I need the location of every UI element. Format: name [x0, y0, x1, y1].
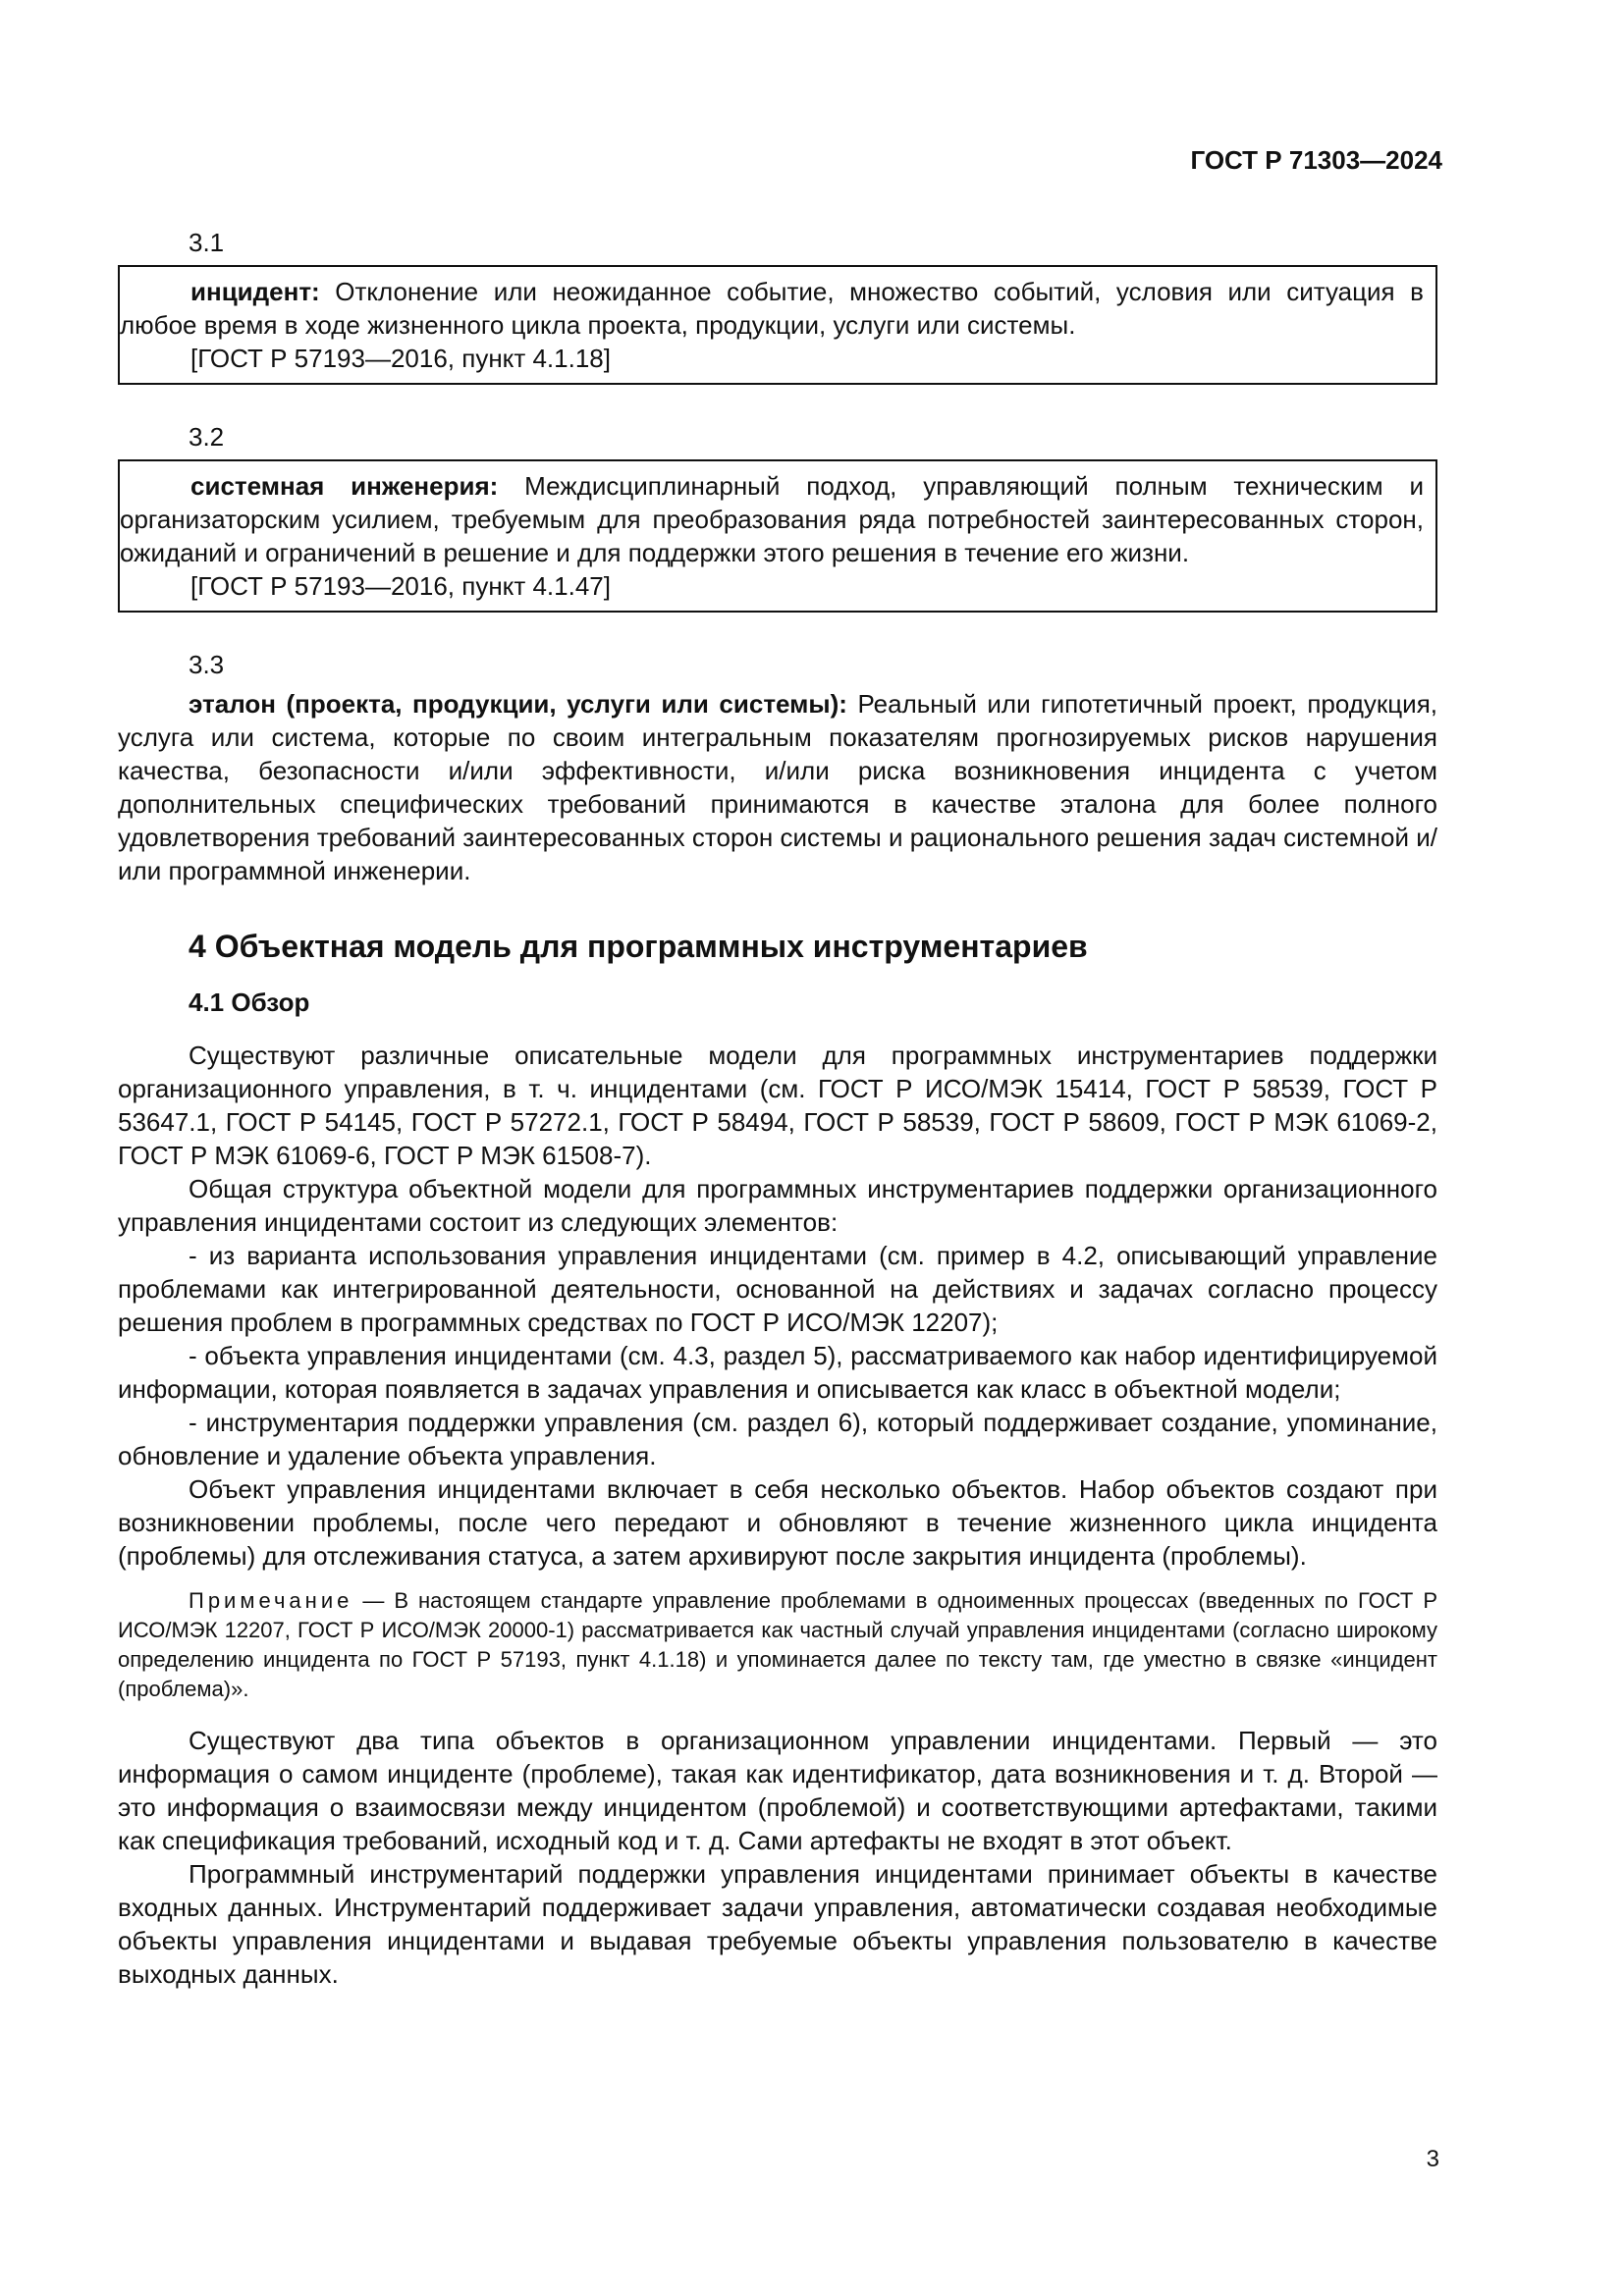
- page-content: [118, 226, 1437, 1991]
- term-definition-box: [118, 265, 1437, 385]
- list-item: - инструментария поддержки управления (см. раздел 6), который поддерживает создание, упоминание, обновление и удаление объекта управления.: [118, 1408, 1437, 1470]
- body-paragraph: Существуют два типа объектов в организационном управлении инцидентами. Первый — это информация о самом инциденте (проблеме), такая как идентификатор, дата возникновения и т. д. Второй — это информация о взаимосвязи между инцидентом (проблемой) и соответствующими артефактами, такими как спецификация требований, исходный код и т. д. Сами артефакты не входят в этот объект.: [118, 1726, 1437, 1855]
- body-paragraph: Существуют различные описательные модели для программных инструментариев поддержки организационного управления, в т. ч. инцидентами (см. ГОСТ Р ИСО/МЭК 15414, ГОСТ Р 58539, ГОСТ Р 53647.1, ГОСТ Р 54145, ГОСТ Р 57272.1, ГОСТ Р 58494, ГОСТ Р 58539, ГОСТ Р 58609, ГОСТ Р МЭК 61069-2, ГОСТ Р МЭК 61069-6, ГОСТ Р МЭК 61508-7).: [118, 1041, 1437, 1170]
- note: [118, 1586, 1437, 1704]
- body-paragraph: Общая структура объектной модели для программных инструментариев поддержки организационного управления инцидентами состоит из следующих элементов:: [118, 1174, 1437, 1237]
- body-paragraph: Программный инструментарий поддержки управления инцидентами принимает объекты в качестве входных данных. Инструментарий поддерживает задачи управления, автоматически создавая необходимые объекты управления инцидентами и выдавая требуемые объекты управления пользователю в качестве выходных данных.: [118, 1859, 1437, 1989]
- section-title: 4 Объектная модель для программных инструментариев: [189, 929, 1088, 964]
- term-definition: [118, 687, 1437, 887]
- note-text: — В настоящем стандарте управление проблемами в одноименных процессах (введенных по ГОСТ Р ИСО/МЭК 12207, ГОСТ Р ИСО/МЭК 20000-1) рассматривается как частный случай управления инцидентами (согласно широкому определению инцидента по ГОСТ Р 57193, пункт 4.1.18) и упоминается далее по тексту там, где уместно в связке «инцидент (проблема)».: [118, 1588, 1437, 1701]
- term-definition-box: [118, 459, 1437, 613]
- note-label: Примечание: [189, 1588, 353, 1613]
- term-name: инцидент:: [190, 277, 320, 306]
- page-number: 3: [1426, 2146, 1439, 2172]
- body-paragraph: Объект управления инцидентами включает в себя несколько объектов. Набор объектов создают при возникновении проблемы, после чего передают и обновляют в течение жизненного цикла инцидента (проблемы) для отслеживания статуса, а затем архивируют после закрытия инцидента (проблемы).: [118, 1474, 1437, 1571]
- term-definition-text: Отклонение или неожиданное событие, множество событий, условия или ситуация в любое время в ходе жизненного цикла проекта, продукции, услуги или системы.: [120, 277, 1424, 340]
- term-definition-text: Междисциплинарный подход, управляющий полным техническим и организаторским усилием, требуемым для преобразования ряда потребностей заинтересованных сторон, ожиданий и ограничений в решение и для поддержки этого решения в течение его жизни.: [120, 471, 1424, 567]
- term-name: системная инженерия:: [190, 471, 499, 501]
- term-definition: [120, 275, 1424, 342]
- term-name: эталон (проекта, продукции, услуги или системы):: [189, 689, 847, 719]
- term-number: 3.1: [189, 228, 225, 257]
- list-item: - из варианта использования управления инцидентами (см. пример в 4.2, описывающий управление проблемами как интегрированной деятельности, основанной на действиях и задачах согласно процессу решения проблем в программных средствах по ГОСТ Р ИСО/МЭК 12207);: [118, 1241, 1437, 1337]
- term-definition-text: Реальный или гипотетичный проект, продукция, услуга или система, которые по своим интегральным показателям прогнозируемых рисков нарушения качества, безопасности и/или эффективности, и/или риска возникновения инцидента с учетом дополнительных специфических требований принимаются в качестве эталона для более полного удовлетворения требований заинтересованных сторон системы и рационального решения задач системной и/или программной инженерии.: [118, 689, 1438, 885]
- term-definition: [120, 469, 1424, 569]
- term-source: [ГОСТ Р 57193—2016, пункт 4.1.18]: [190, 344, 611, 373]
- document-code-header: ГОСТ Р 71303—2024: [1190, 145, 1442, 175]
- subsection-title: 4.1 Обзор: [189, 988, 310, 1017]
- list-item: - объекта управления инцидентами (см. 4.3, раздел 5), рассматриваемого как набор идентифицируемой информации, которая появляется в задачах управления и описывается как класс в объектной модели;: [118, 1341, 1437, 1404]
- term-number: 3.3: [189, 650, 225, 679]
- term-source: [ГОСТ Р 57193—2016, пункт 4.1.47]: [190, 571, 611, 601]
- term-number: 3.2: [189, 422, 225, 452]
